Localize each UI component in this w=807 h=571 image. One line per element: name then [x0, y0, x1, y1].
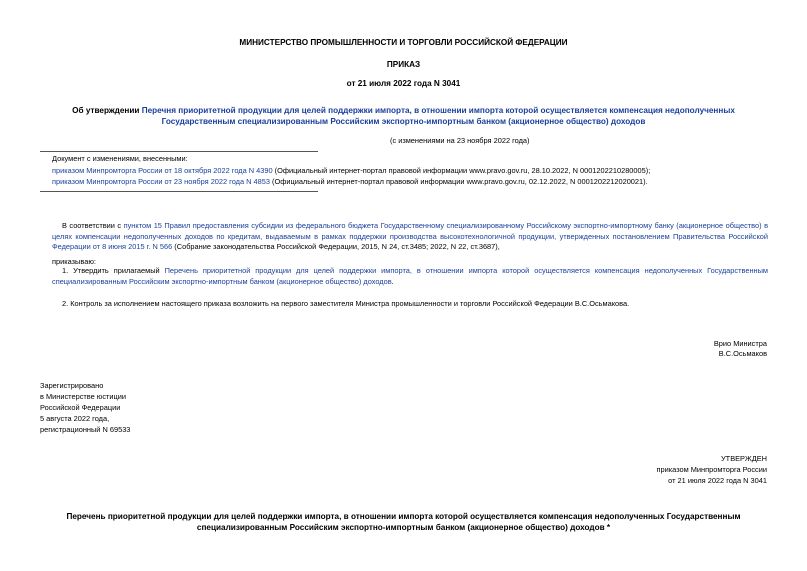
preamble-text-a: В соответствии с	[62, 221, 124, 230]
doc-type: ПРИКАЗ	[386, 60, 421, 69]
amendment-item-2	[52, 177, 768, 187]
preamble-text-b: (Собрание законодательства Российской Федерации, 2015, N 24, ст.3485; 2022, N 22, ст.3687),	[172, 242, 500, 252]
amendment-source-1: (Официальный интернет-портал правовой информации www.pravo.gov.ru, 28.10.2022, N 0001202210280005);	[272, 165, 651, 175]
ministry-heading: МИНИСТЕРСТВО ПРОМЫШЛЕННОСТИ И ТОРГОВЛИ РОССИЙСКОЙ ФЕДЕРАЦИИ	[239, 38, 568, 47]
registration-line-5: регистрационный N 69533	[40, 425, 131, 435]
order-item-2: 2. Контроль за исполнением настоящего приказа возложить на первого заместителя Министра промышленности и торговли Российской Федерации В.С.Осьмакова.	[62, 299, 630, 308]
title-prefix: Об утверждении	[72, 106, 142, 115]
item1-text-b: .	[391, 276, 394, 286]
title-link[interactable]: Перечня приоритетной продукции для целей поддержки импорта, в отношении импорта которой осуществляется компенсация недополученных Государственным специализированным Российским экспортно-импортным банком (акционерное общество) доходов	[141, 106, 735, 127]
divider-bottom	[40, 191, 318, 192]
registration-line-3: Российской Федерации	[40, 403, 121, 413]
amendments-block	[52, 154, 768, 187]
registration-line-1: Зарегистрировано	[40, 381, 104, 390]
amendments-note: (с изменениями на 23 ноября 2022 года)	[390, 136, 530, 145]
approved-line-1: УТВЕРЖДЕН	[720, 454, 767, 463]
preamble-paragraph	[52, 221, 768, 253]
approved-line-3: от 21 июля 2022 года N 3041	[668, 476, 767, 486]
amendment-link-2[interactable]: приказом Минпромторга России от 23 ноября 2022 года N 4853	[52, 177, 270, 187]
order-title	[40, 105, 767, 128]
amendments-heading: Документ с изменениями, внесенными:	[52, 154, 188, 163]
registration-line-2: в Министерстве юстиции	[40, 392, 127, 402]
appendix-title: Перечень приоритетной продукции для целей поддержки импорта, в отношении импорта которой осуществляется компенсация недополученных Государственным специализированным Российским экспортно-импортным банком (акционерное общество) доходов *	[66, 512, 741, 533]
divider-top	[40, 151, 318, 152]
doc-date-number: от 21 июля 2022 года N 3041	[346, 79, 461, 88]
amendment-item-1	[52, 166, 768, 176]
order-item-1	[52, 266, 768, 287]
amendment-link-1[interactable]: приказом Минпромторга России от 18 октября 2022 года N 4390	[52, 165, 273, 175]
signature-position: Врио Министра	[713, 339, 767, 348]
approved-line-2: приказом Минпромторга России	[656, 465, 767, 475]
amendment-source-2: (Официальный интернет-портал правовой информации www.pravo.gov.ru, 02.12.2022, N 0001202212020021).	[269, 177, 648, 187]
registration-block	[40, 380, 130, 436]
signature-block	[600, 339, 767, 358]
signature-name: В.С.Осьмаков	[718, 348, 767, 358]
list-link[interactable]: Перечень приоритетной продукции для целей поддержки импорта, в отношении импорта которой осуществляется компенсация недополученных Государственным специализированным Российским экспортно-импортным банком (акционерное общество) доходов	[52, 266, 768, 286]
approved-block	[570, 453, 767, 486]
item1-text-a: 1. Утвердить прилагаемый	[62, 266, 165, 275]
registration-line-4: 5 августа 2022 года,	[40, 414, 110, 424]
order-word: приказываю:	[52, 257, 96, 266]
rules-link[interactable]: пунктом 15 Правил предоставления субсидии из федерального бюджета Государственному специализированному Российскому экспортно-импортному банку (акционерное общество) в целях компенсации недополученных доходов по кредитам, выдаваемым в рамках поддержки производства высокотехнологичной продукции, утвержденных постановлением Правительства Российской Федерации от 8 июня 2015 г. N 566	[52, 221, 769, 252]
